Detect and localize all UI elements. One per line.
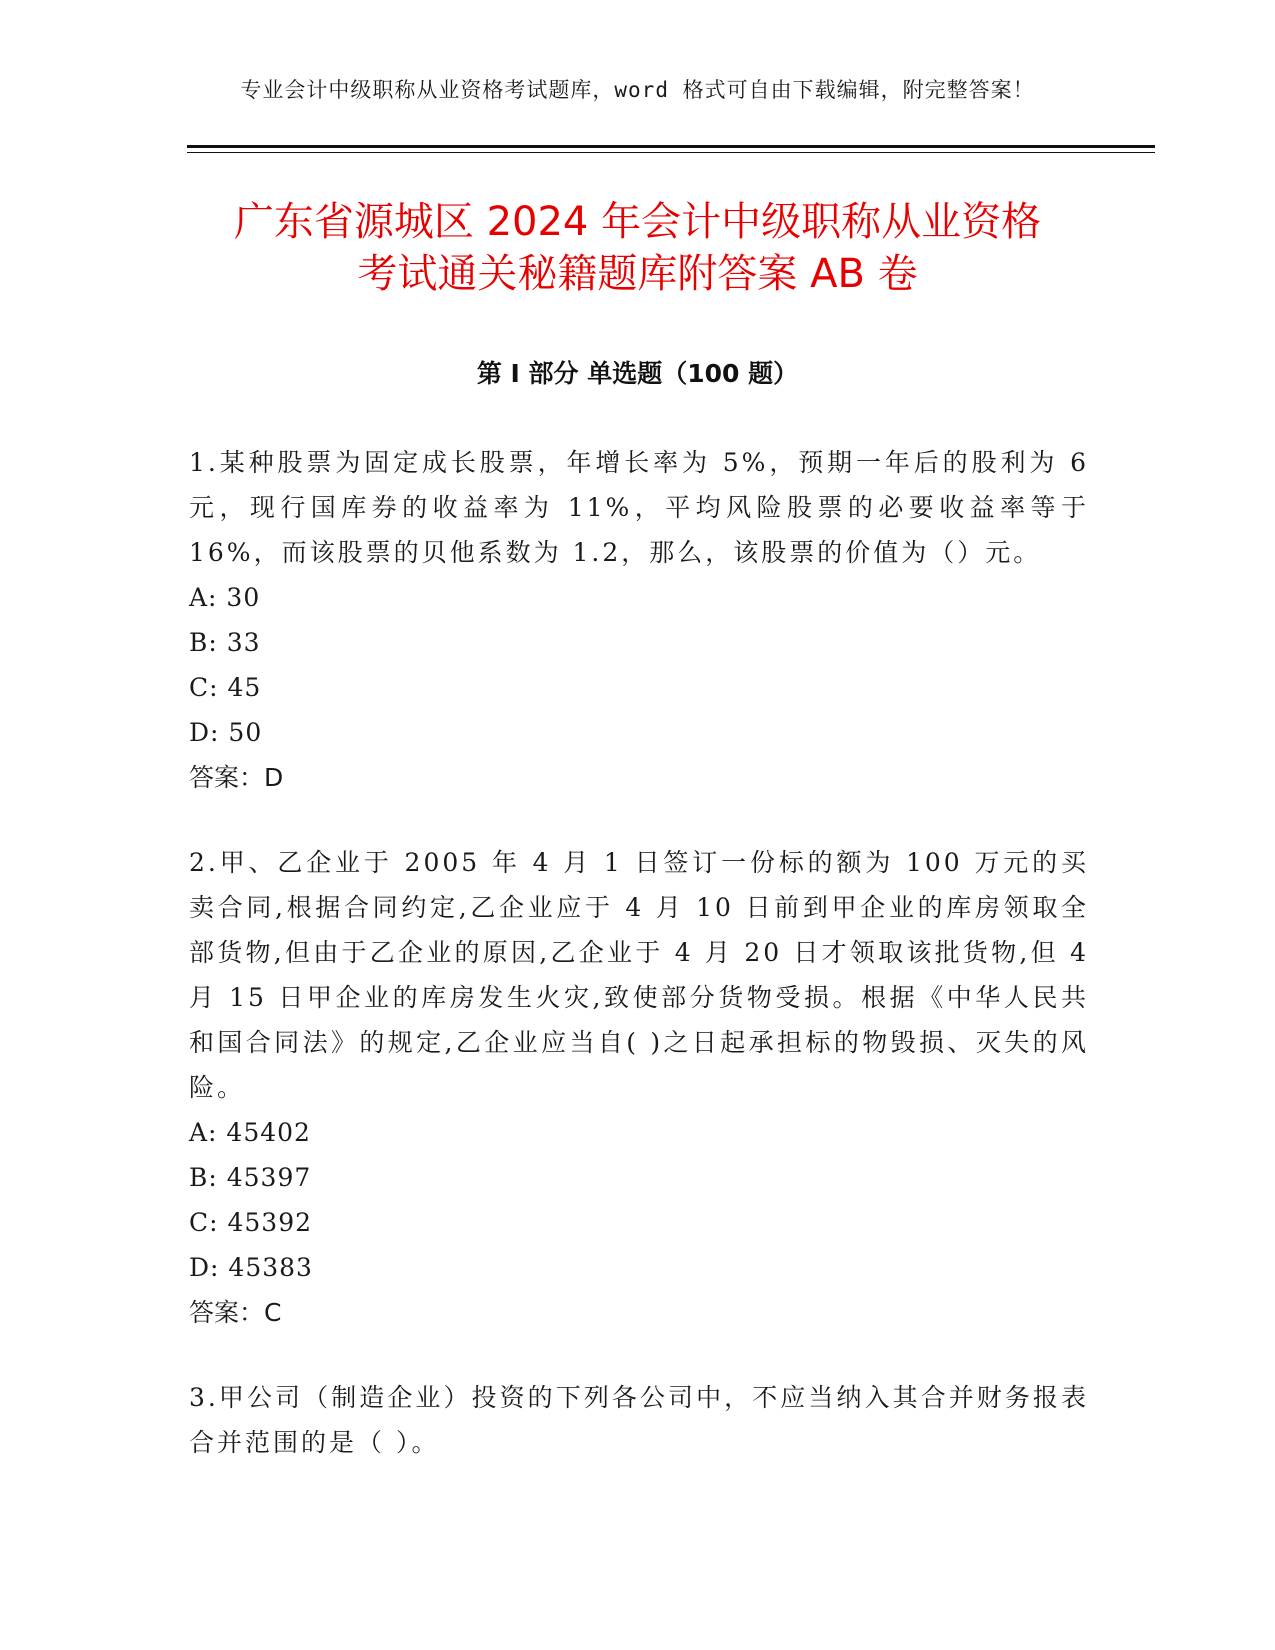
- option-b: B: 45397: [189, 1163, 312, 1192]
- question-1: [189, 440, 1089, 800]
- option-d: D: 50: [189, 718, 263, 747]
- title-line-1: 广东省源城区 2024 年会计中级职称从业资格: [233, 199, 1042, 245]
- section-heading: 第 I 部分 单选题（100 题）: [476, 359, 799, 388]
- option-d: D: 45383: [189, 1253, 313, 1282]
- option-b: B: 33: [189, 628, 261, 657]
- question-2: [189, 840, 1089, 1335]
- option-c: C: 45: [189, 673, 262, 702]
- answer-label: 答案：C: [189, 1298, 282, 1327]
- header-rule-thick: [187, 145, 1155, 148]
- question-text: 2.甲、乙企业于 2005 年 4 月 1 日签订一份标的额为 100 万元的买卖合同,根据合同约定,乙企业应于 4 月 10 日前到甲企业的库房领取全部货物,但由于乙企业的原因,乙企业于 4 月 20 日才领取该批货物,但 4 月 15 日甲企业的库房发生火灾,致使部分货物受损。根据《中华人民共和国合同法》的规定,乙企业应当自( )之日起承担标的物毁损、灭失的风险。: [189, 848, 1089, 1102]
- option-c: C: 45392: [189, 1208, 313, 1237]
- document-title: [150, 196, 1125, 300]
- title-line-2: 考试通关秘籍题库附答案 AB 卷: [357, 251, 918, 297]
- header-note: 专业会计中级职称从业资格考试题库，word 格式可自由下载编辑，附完整答案！: [240, 78, 1035, 102]
- question-list: [189, 440, 1089, 1505]
- question-text: 1.某种股票为固定成长股票，年增长率为 5%，预期一年后的股利为 6 元，现行国库券的收益率为 11%，平均风险股票的必要收益率等于 16%，而该股票的贝他系数为 1.2，那么，该股票的价值为（）元。: [189, 448, 1089, 567]
- option-a: A: 45402: [189, 1118, 311, 1147]
- question-text: 3.甲公司（制造企业）投资的下列各公司中，不应当纳入其合并财务报表合并范围的是（ ）。: [189, 1383, 1089, 1457]
- question-3: [189, 1375, 1089, 1465]
- header-rule-thin: [187, 152, 1155, 153]
- answer-label: 答案：D: [189, 763, 284, 792]
- option-a: A: 30: [189, 583, 261, 612]
